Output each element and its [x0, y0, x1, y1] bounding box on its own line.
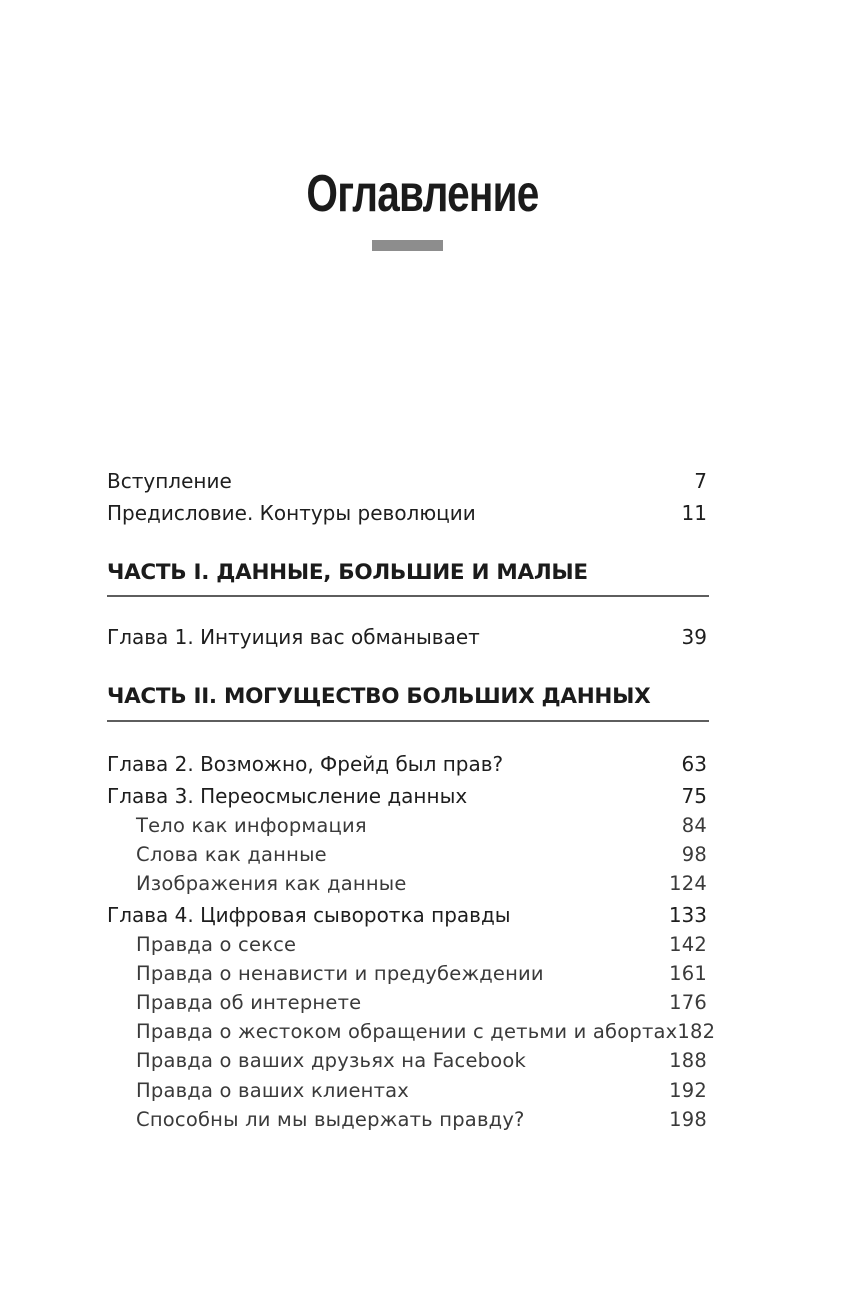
toc-subentry[interactable]: [136, 988, 707, 1016]
toc-subentry[interactable]: [136, 840, 707, 868]
toc-entry-label: Правда о ненависти и предубеждении: [136, 961, 544, 985]
toc-entry-label: Правда о сексе: [136, 932, 297, 956]
toc-entry-chapter-4[interactable]: [107, 901, 707, 929]
toc-subentry[interactable]: [136, 1046, 707, 1074]
toc-entry-chapter-3[interactable]: [107, 782, 707, 810]
toc-entry-page: 176: [669, 990, 707, 1014]
part-2-heading: ЧАСТЬ II. МОГУЩЕСТВО БОЛЬШИХ ДАННЫХ: [107, 684, 651, 709]
toc-entry-label: Тело как информация: [136, 813, 367, 837]
toc-entry-page: 11: [681, 501, 707, 525]
toc-entry-chapter-2[interactable]: [107, 750, 707, 778]
title-underline-bar: [372, 240, 443, 251]
toc-entry-page: 161: [669, 961, 707, 985]
toc-entry-preface[interactable]: [107, 499, 707, 527]
toc-entry-label: Глава 3. Переосмысление данных: [107, 784, 468, 808]
toc-entry-page: 198: [669, 1107, 707, 1131]
toc-entry-page: 182: [677, 1019, 716, 1043]
toc-entry-label: Глава 4. Цифровая сыворотка правды: [107, 903, 511, 927]
toc-entry-label: Правда о жестоком обращении с детьми и абортах: [136, 1019, 678, 1043]
toc-subentry[interactable]: [136, 930, 707, 958]
toc-entry-label: Глава 2. Возможно, Фрейд был прав?: [107, 752, 504, 776]
toc-entry-label: Вступление: [107, 469, 232, 493]
toc-entry-intro[interactable]: [107, 467, 707, 495]
toc-entry-page: 133: [668, 903, 707, 927]
toc-entry-label: Способны ли мы выдержать правду?: [136, 1107, 525, 1131]
toc-entry-page: 142: [669, 932, 707, 956]
toc-subentry[interactable]: [136, 869, 707, 897]
toc-entry-page: 75: [681, 784, 707, 808]
toc-entry-label: Глава 1. Интуиция вас обманывает: [107, 625, 480, 649]
toc-entry-label: Правда о ваших клиентах: [136, 1078, 410, 1102]
toc-entry-page: 188: [669, 1048, 707, 1072]
toc-entry-page: 7: [694, 469, 707, 493]
toc-subentry[interactable]: [136, 1105, 707, 1133]
page-title: Оглавление: [306, 165, 539, 223]
part-1-heading: ЧАСТЬ I. ДАННЫЕ, БОЛЬШИЕ И МАЛЫЕ: [107, 560, 588, 585]
toc-entry-label: Изображения как данные: [136, 871, 407, 895]
part-1-divider: [107, 595, 709, 597]
toc-subentry[interactable]: [136, 1076, 707, 1104]
toc-entry-page: 84: [681, 813, 707, 837]
toc-entry-chapter-1[interactable]: [107, 623, 707, 651]
toc-entry-page: 98: [681, 842, 707, 866]
part-2-divider: [107, 720, 709, 722]
toc-subentry[interactable]: [136, 1017, 716, 1045]
toc-entry-page: 192: [669, 1078, 707, 1102]
toc-entry-label: Правда об интернете: [136, 990, 362, 1014]
toc-subentry[interactable]: [136, 811, 707, 839]
toc-entry-label: Правда о ваших друзьях на Facebook: [136, 1048, 526, 1072]
toc-entry-label: Предисловие. Контуры революции: [107, 501, 476, 525]
toc-entry-label: Слова как данные: [136, 842, 327, 866]
toc-entry-page: 39: [681, 625, 707, 649]
toc-subentry[interactable]: [136, 959, 707, 987]
toc-entry-page: 63: [681, 752, 707, 776]
toc-entry-page: 124: [669, 871, 707, 895]
